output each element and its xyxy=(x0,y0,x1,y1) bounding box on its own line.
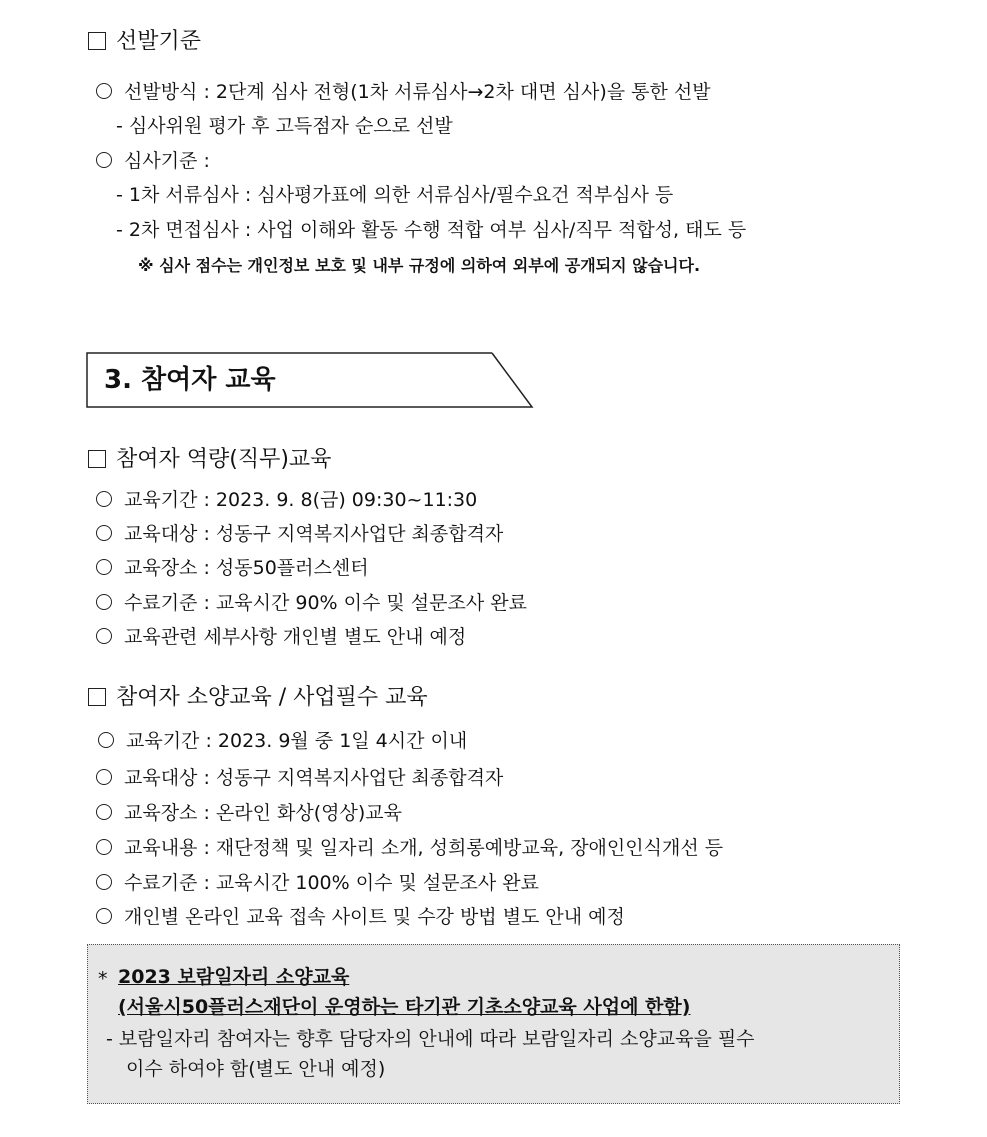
notice-box xyxy=(87,944,900,1104)
selection-criteria-2: - 2차 면접심사 : 사업 이해와 활동 수행 적합 여부 심사/직무 적합성, 태도 등 xyxy=(116,219,747,241)
notice-title: 2023 보람일자리 소양교육 xyxy=(118,966,350,988)
competency-item: 수료기준 : 교육시간 90% 이수 및 설문조사 완료 xyxy=(96,591,527,615)
basic-item: 교육대상 : 성동구 지역복지사업단 최종합격자 xyxy=(96,766,503,790)
circle-bullet-icon xyxy=(96,525,112,541)
basic-item: 교육장소 : 온라인 화상(영상)교육 xyxy=(96,801,402,825)
circle-bullet-icon xyxy=(96,594,112,610)
selection-criteria: 심사기준 : xyxy=(96,149,210,173)
competency-item: 교육관련 세부사항 개인별 별도 안내 예정 xyxy=(96,625,466,649)
circle-bullet-icon xyxy=(98,732,114,748)
notice-star: * xyxy=(98,968,108,990)
selection-method-sub: - 심사위원 평가 후 고득점자 순으로 선발 xyxy=(116,115,453,137)
selection-section-title: 선발기준 xyxy=(88,28,201,56)
basic-item: 교육내용 : 재단정책 및 일자리 소개, 성희롱예방교육, 장애인인식개선 등 xyxy=(96,836,723,860)
basic-item: 수료기준 : 교육시간 100% 이수 및 설문조사 완료 xyxy=(96,871,539,895)
basic-item: 교육기간 : 2023. 9월 중 1일 4시간 이내 xyxy=(98,729,467,753)
checkbox-square-icon xyxy=(88,450,106,468)
circle-bullet-icon xyxy=(96,908,112,924)
selection-note: ※ 심사 점수는 개인정보 보호 및 내부 규정에 의하여 외부에 공개되지 않습니다. xyxy=(138,256,701,275)
checkbox-square-icon xyxy=(88,32,106,50)
circle-bullet-icon xyxy=(96,839,112,855)
section-heading xyxy=(86,352,534,408)
section-heading-text: 3. 참여자 교육 xyxy=(104,365,276,395)
circle-bullet-icon xyxy=(96,491,112,507)
circle-bullet-icon xyxy=(96,769,112,785)
competency-item: 교육대상 : 성동구 지역복지사업단 최종합격자 xyxy=(96,522,503,546)
checkbox-square-icon xyxy=(88,688,106,706)
competency-item: 교육장소 : 성동50플러스센터 xyxy=(96,556,369,580)
circle-bullet-icon xyxy=(96,83,112,99)
selection-criteria-1: - 1차 서류심사 : 심사평가표에 의한 서류심사/필수요건 적부심사 등 xyxy=(116,184,674,206)
notice-subtitle: (서울시50플러스재단이 운영하는 타기관 기초소양교육 사업에 한함) xyxy=(118,996,691,1018)
circle-bullet-icon xyxy=(96,804,112,820)
circle-bullet-icon xyxy=(96,152,112,168)
competency-section-title: 참여자 역량(직무)교육 xyxy=(88,446,331,474)
basic-item: 개인별 온라인 교육 접속 사이트 및 수강 방법 별도 안내 예정 xyxy=(96,905,625,929)
circle-bullet-icon xyxy=(96,874,112,890)
basic-section-title: 참여자 소양교육 / 사업필수 교육 xyxy=(88,684,428,712)
circle-bullet-icon xyxy=(96,628,112,644)
selection-method: 선발방식 : 2단계 심사 전형(1차 서류심사→2차 대면 심사)을 통한 선발 xyxy=(96,80,711,104)
circle-bullet-icon xyxy=(96,559,112,575)
competency-item: 교육기간 : 2023. 9. 8(금) 09:30~11:30 xyxy=(96,488,477,512)
notice-line-1: - 보람일자리 참여자는 향후 담당자의 안내에 따라 보람일자리 소양교육을 필수 xyxy=(106,1028,755,1050)
notice-line-2: 이수 하여야 함(별도 안내 예정) xyxy=(126,1058,386,1080)
